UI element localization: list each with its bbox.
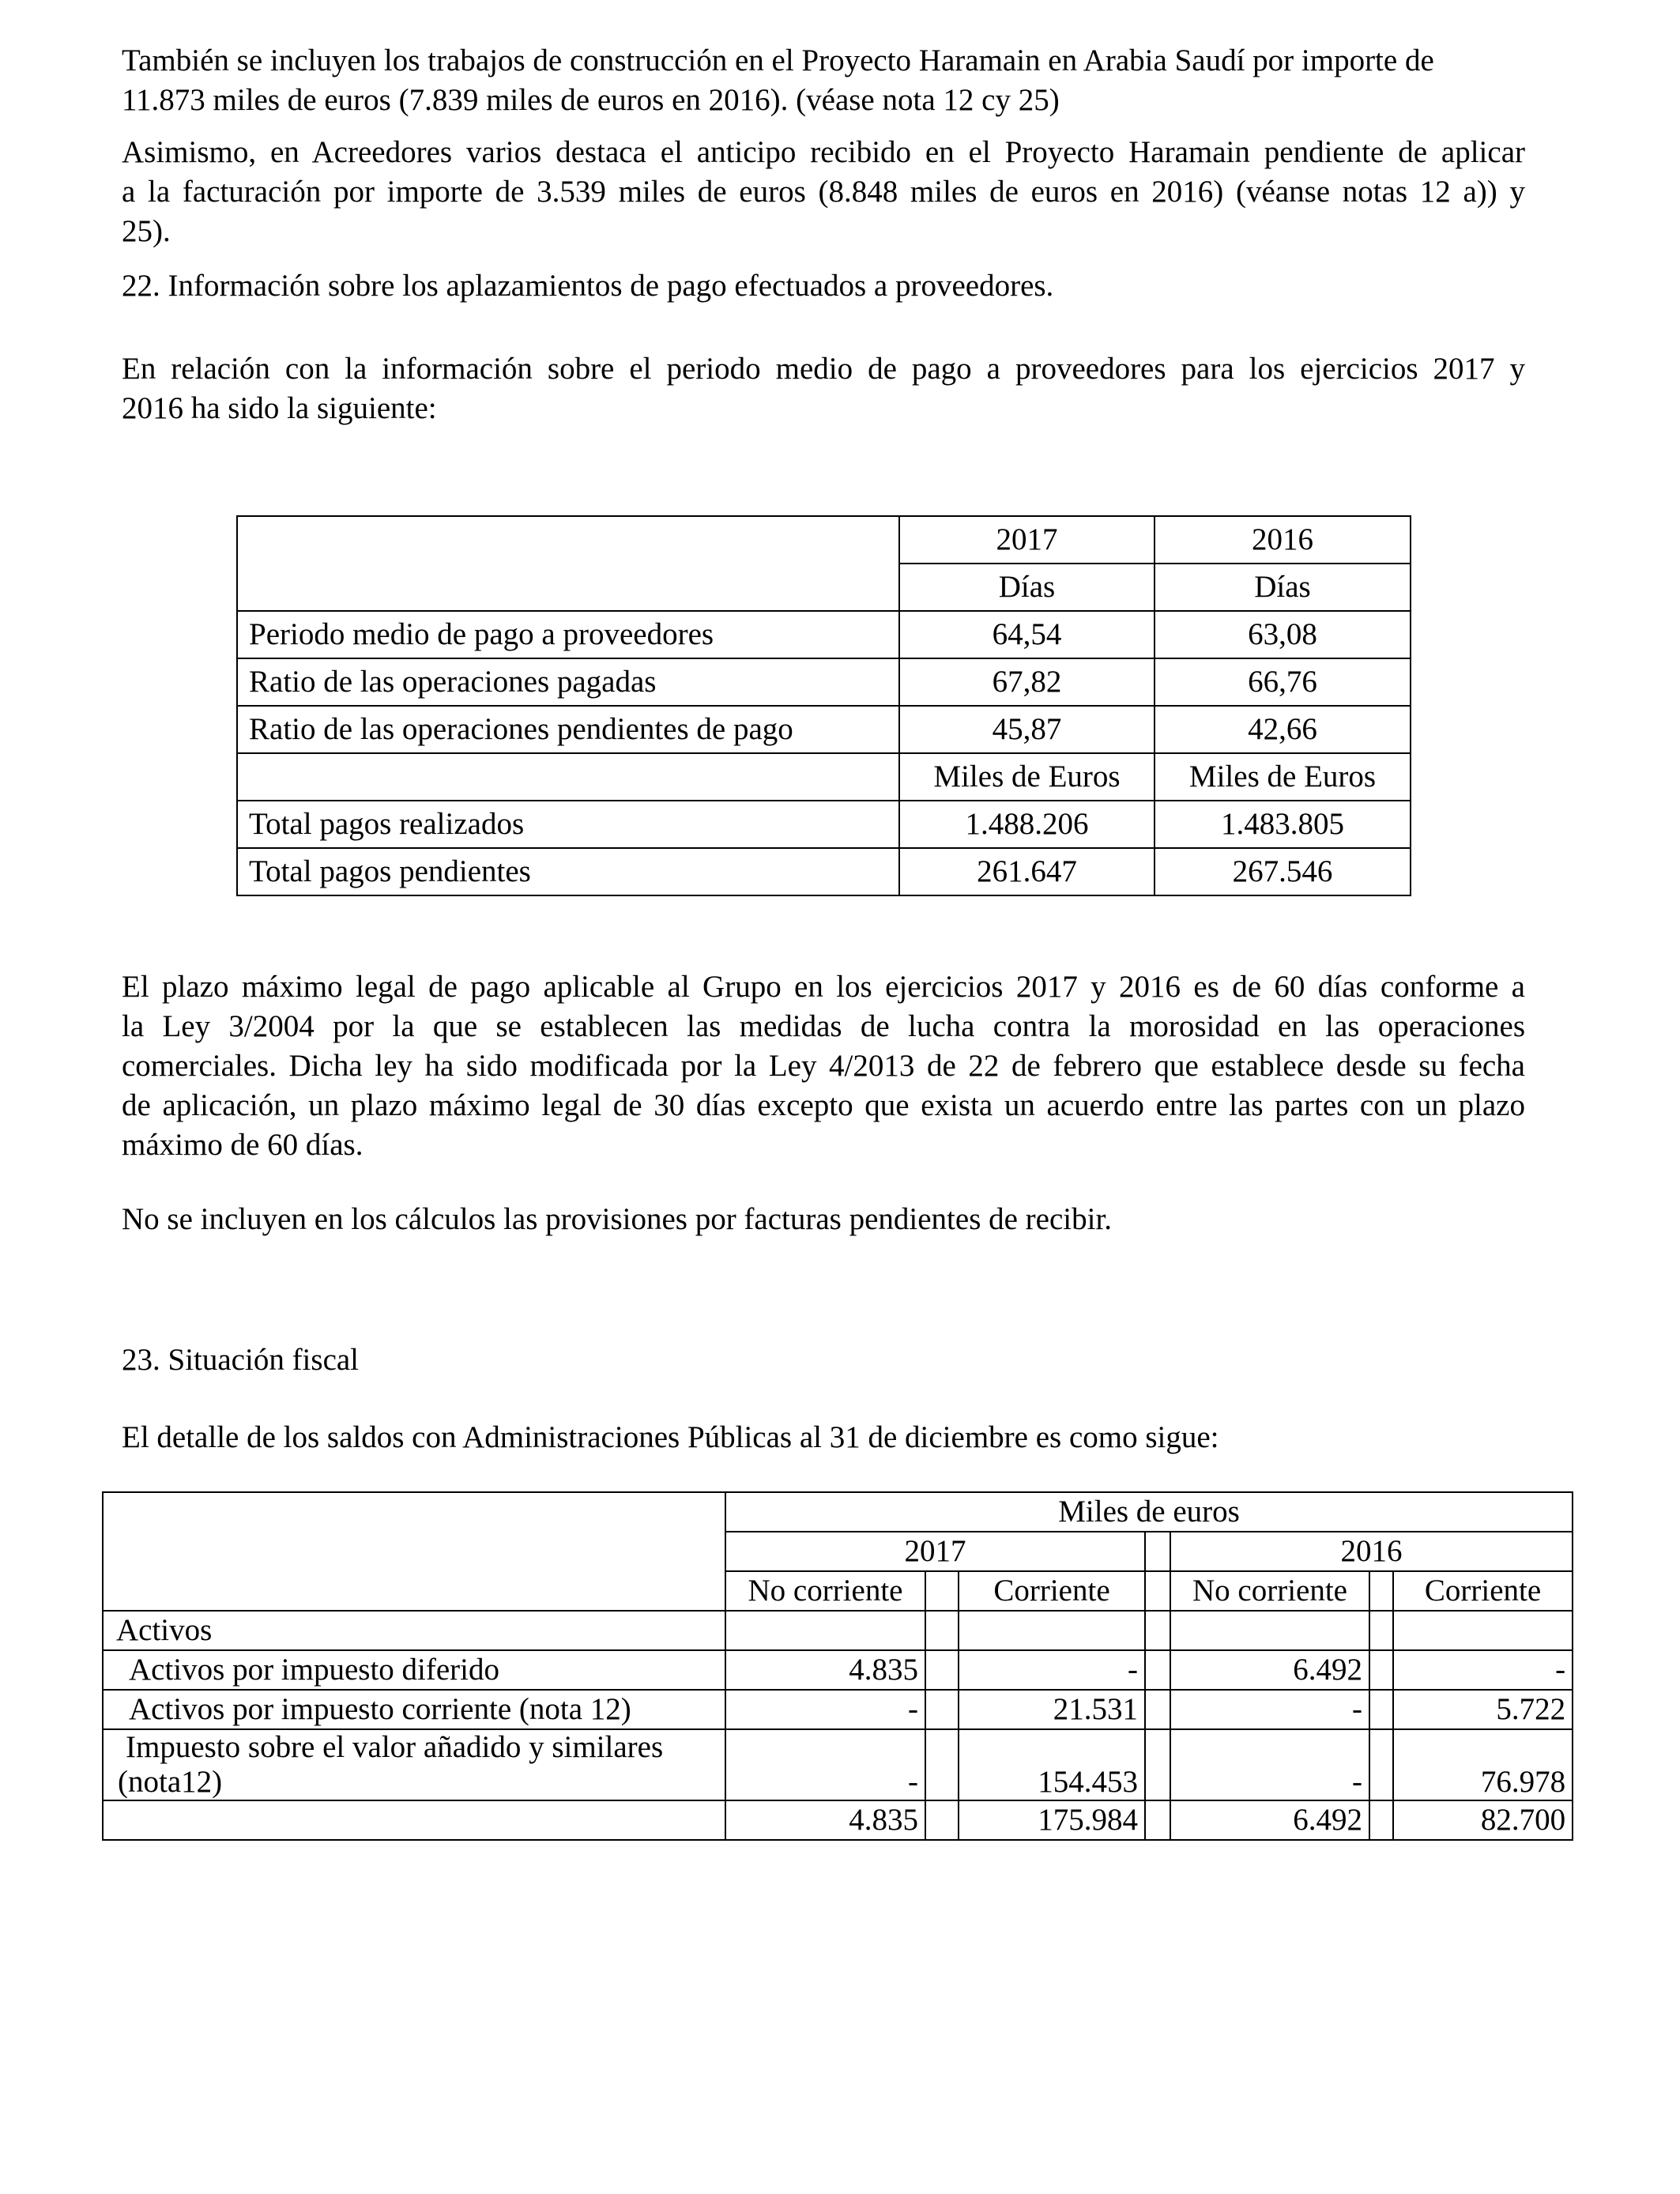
value-2017: 67,82 (899, 658, 1155, 706)
empty-cell (1170, 1611, 1369, 1650)
spacer-cell (1145, 1650, 1170, 1690)
table-row (237, 706, 1411, 753)
spacer-cell (925, 1690, 959, 1729)
spacer-cell (925, 1650, 959, 1690)
empty-cell (237, 516, 899, 611)
empty-cell (725, 1611, 925, 1650)
value-nc-2016: 6.492 (1170, 1650, 1369, 1690)
paragraph-acreedores (122, 133, 1525, 251)
spacer-cell (1369, 1571, 1393, 1611)
col-corriente-2017: Corriente (959, 1571, 1145, 1611)
value-c-2016: - (1393, 1650, 1573, 1690)
year-2016-header: 2016 (1170, 1532, 1573, 1571)
table-row (103, 1650, 1573, 1690)
spacer-cell (925, 1571, 959, 1611)
section-23-heading (122, 1340, 1525, 1380)
value-c-2017: - (959, 1650, 1145, 1690)
table-total-row (103, 1800, 1573, 1840)
value-2017: 1.488.206 (899, 801, 1155, 848)
total-c-2016: 82.700 (1393, 1800, 1573, 1840)
table-row (237, 848, 1411, 895)
row-label: Activos por impuesto diferido (103, 1650, 725, 1690)
table-row (103, 1690, 1573, 1729)
text-line: de aplicación, un plazo máximo legal de 30 días excepto que exista un acuerdo entre las partes con un plazo (122, 1088, 1525, 1122)
value-c-2016: 5.722 (1393, 1690, 1573, 1729)
spacer-cell (1145, 1800, 1170, 1840)
unit-euros-2017: Miles de Euros (899, 753, 1155, 801)
year-2016-header: 2016 (1155, 516, 1411, 564)
paragraph-provisiones (122, 1200, 1525, 1239)
paragraph-haramain-works (122, 41, 1525, 120)
value-2016: 63,08 (1155, 611, 1411, 658)
col-no-corriente-2017: No corriente (725, 1571, 925, 1611)
total-c-2017: 175.984 (959, 1800, 1145, 1840)
year-2017-header: 2017 (899, 516, 1155, 564)
spacer-cell (925, 1611, 959, 1650)
payment-period-table (236, 515, 1411, 896)
value-nc-2016: - (1170, 1690, 1369, 1729)
spacer-cell (1145, 1611, 1170, 1650)
text-line: No se incluyen en los cálculos las provisiones por facturas pendientes de recibir. (122, 1202, 1113, 1236)
year-2017-header: 2017 (725, 1532, 1145, 1571)
row-label-line: (nota12) (118, 1765, 223, 1799)
unit-days-2017: Días (899, 564, 1155, 611)
table-row (237, 611, 1411, 658)
empty-cell (103, 1492, 725, 1611)
section-22-heading (122, 266, 1525, 306)
paragraph-saldos (122, 1418, 1525, 1457)
table-unit-row (237, 753, 1411, 801)
text-line: 25). (122, 214, 171, 248)
spacer-cell (1145, 1532, 1170, 1571)
spacer-cell (1369, 1800, 1393, 1840)
row-label-iva (103, 1729, 725, 1800)
row-label: Ratio de las operaciones pagadas (237, 658, 899, 706)
value-c-2017: 154.453 (959, 1729, 1145, 1800)
unit-euros-2016: Miles de Euros (1155, 753, 1411, 801)
table-row (237, 801, 1411, 848)
value-2016: 42,66 (1155, 706, 1411, 753)
heading-text: 22. Información sobre los aplazamientos de pago efectuados a proveedores. (122, 269, 1054, 303)
value-nc-2016: - (1170, 1729, 1369, 1800)
heading-text: 23. Situación fiscal (122, 1343, 360, 1377)
spacer-cell (1369, 1729, 1393, 1800)
empty-cell (1393, 1611, 1573, 1650)
text-line: 2016 ha sido la siguiente: (122, 391, 437, 425)
table-row (103, 1729, 1573, 1800)
spacer-cell (1369, 1611, 1393, 1650)
tax-balances-table (102, 1491, 1573, 1841)
unit-days-2016: Días (1155, 564, 1411, 611)
spacer-cell (1369, 1650, 1393, 1690)
value-nc-2017: 4.835 (725, 1650, 925, 1690)
col-no-corriente-2016: No corriente (1170, 1571, 1369, 1611)
text-line: Asimismo, en Acreedores varios destaca el anticipo recibido en el Proyecto Haramain pendiente de aplicar (122, 135, 1525, 169)
value-2017: 261.647 (899, 848, 1155, 895)
section-label: Activos (103, 1611, 725, 1650)
value-2016: 66,76 (1155, 658, 1411, 706)
value-2017: 64,54 (899, 611, 1155, 658)
value-2016: 1.483.805 (1155, 801, 1411, 848)
spacer-cell (1145, 1729, 1170, 1800)
text-line: El plazo máximo legal de pago aplicable al Grupo en los ejercicios 2017 y 2016 es de 60 días conforme a (122, 970, 1525, 1004)
row-label: Activos por impuesto corriente (nota 12) (103, 1690, 725, 1729)
text-line: El detalle de los saldos con Administraciones Públicas al 31 de diciembre es como sigue: (122, 1420, 1219, 1454)
text-line: 11.873 miles de euros (7.839 miles de euros en 2016). (véase nota 12 cy 25) (122, 83, 1060, 117)
paragraph-periodo-medio (122, 349, 1525, 428)
header-unit: Miles de euros (725, 1492, 1573, 1532)
total-nc-2016: 6.492 (1170, 1800, 1369, 1840)
empty-cell (959, 1611, 1145, 1650)
text-line: comerciales. Dicha ley ha sido modificada por la Ley 4/2013 de 22 de febrero que establece desde su fecha (122, 1049, 1525, 1083)
spacer-cell (1145, 1571, 1170, 1611)
table-row (237, 658, 1411, 706)
spacer-cell (925, 1800, 959, 1840)
total-nc-2017: 4.835 (725, 1800, 925, 1840)
row-label: Total pagos pendientes (237, 848, 899, 895)
value-2016: 267.546 (1155, 848, 1411, 895)
paragraph-plazo-maximo (122, 967, 1525, 1165)
spacer-cell (1145, 1690, 1170, 1729)
text-line: máximo de 60 días. (122, 1128, 363, 1162)
empty-cell (103, 1800, 725, 1840)
spacer-cell (1369, 1690, 1393, 1729)
text-line: En relación con la información sobre el periodo medio de pago a proveedores para los ejercicios 2017 y (122, 352, 1525, 386)
value-c-2017: 21.531 (959, 1690, 1145, 1729)
table-header-row (237, 516, 1411, 564)
text-line: a la facturación por importe de 3.539 miles de euros (8.848 miles de euros en 2016) (véanse notas 12 a)) y (122, 175, 1525, 209)
value-nc-2017: - (725, 1690, 925, 1729)
table-row (103, 1611, 1573, 1650)
row-label-line: Impuesto sobre el valor añadido y similares (126, 1730, 664, 1764)
spacer-cell (925, 1729, 959, 1800)
empty-cell (237, 753, 899, 801)
value-2017: 45,87 (899, 706, 1155, 753)
row-label: Total pagos realizados (237, 801, 899, 848)
text-line: También se incluyen los trabajos de construcción en el Proyecto Haramain en Arabia Saudí por importe de (122, 43, 1434, 77)
value-nc-2017: - (725, 1729, 925, 1800)
text-line: la Ley 3/2004 por la que se establecen las medidas de lucha contra la morosidad en las operaciones (122, 1009, 1525, 1043)
row-label: Periodo medio de pago a proveedores (237, 611, 899, 658)
col-corriente-2016: Corriente (1393, 1571, 1573, 1611)
row-label: Ratio de las operaciones pendientes de pago (237, 706, 899, 753)
table-header-row (103, 1492, 1573, 1532)
value-c-2016: 76.978 (1393, 1729, 1573, 1800)
